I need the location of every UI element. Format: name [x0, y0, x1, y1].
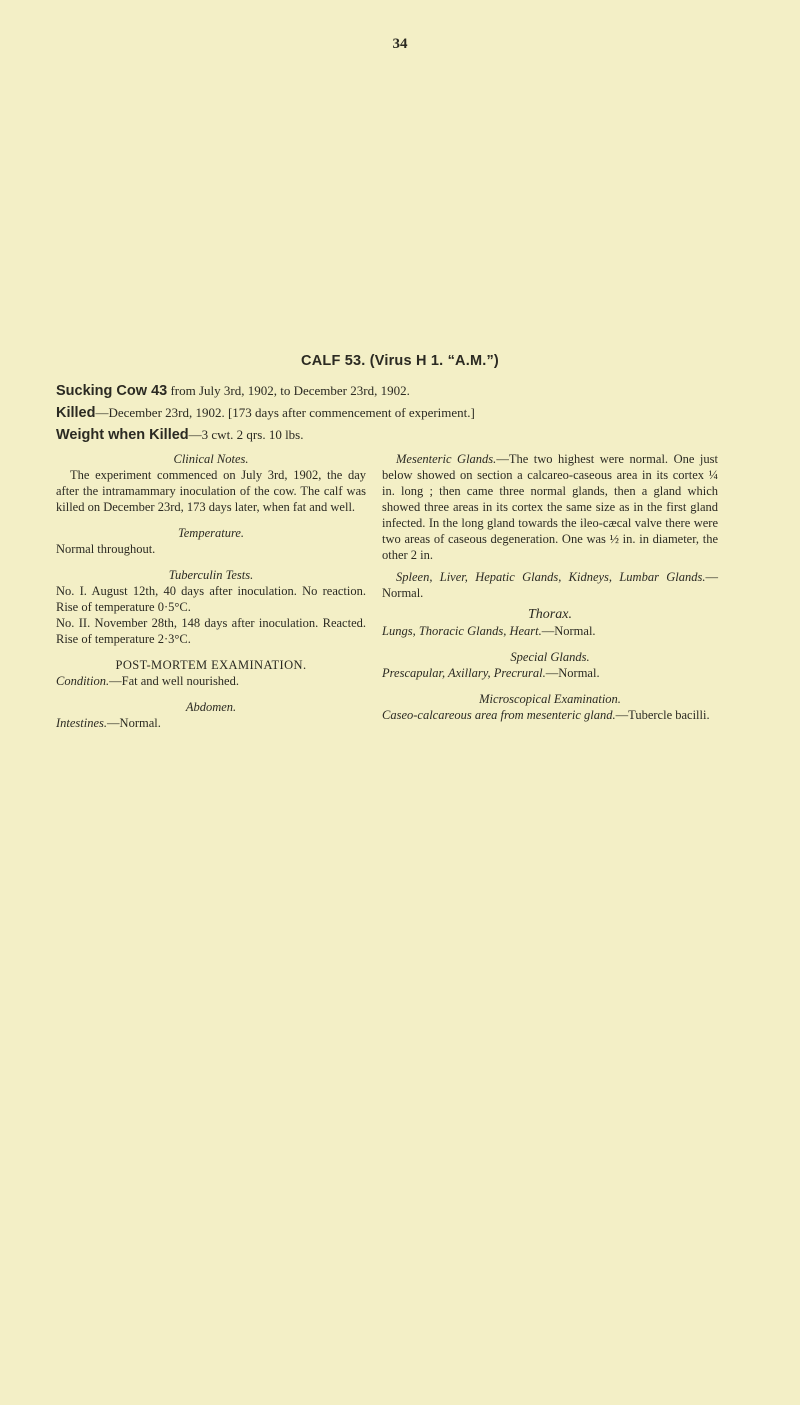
summary-line-source [56, 380, 756, 402]
lungs-entry [382, 623, 718, 639]
summary-source-text: from July 3rd, 1902, to December 23rd, 1902. [167, 383, 410, 398]
prescapular-entry [382, 665, 718, 681]
lungs-label: Lungs, Thoracic Glands, Heart. [382, 624, 542, 638]
clinical-notes-heading: Clinical Notes. [173, 452, 249, 466]
summary-weight-lead: Weight when Killed [56, 427, 189, 443]
special-glands-heading: Special Glands. [510, 650, 590, 664]
mesenteric-text: —The two highest were normal. One just below showed on section a calcareo-caseous area in its cortex ¼ in. long ; then came three normal glands, then a gland which showed three areas in its cortex the same size as in the first gland infected. In the long gland towards the ileo-cæcal valve there were two areas of caseous degeneration. One was ½ in. in diameter, the other 2 in. [382, 452, 718, 562]
lungs-text: —Normal. [541, 624, 596, 638]
right-column [382, 451, 718, 723]
temperature-heading: Temperature. [177, 526, 245, 540]
summary-killed-text: —December 23rd, 1902. [173 days after commencement of experiment.] [95, 405, 475, 420]
condition-text: —Fat and well nourished. [109, 674, 239, 688]
tuberculin-test-1: No. I. August 12th, 40 days after inoculation. No reaction. Rise of temperature 0·5°C. [56, 584, 366, 614]
left-column [56, 451, 366, 731]
abdomen-heading: Abdomen. [185, 700, 237, 714]
caseo-entry [382, 707, 718, 723]
clinical-notes-text: The experiment commenced on July 3rd, 1902, the day after the intramammary inoculation of the cow. The calf was killed on December 23rd, 173 days later, when fat and well. [56, 468, 366, 514]
condition-label: Condition. [56, 674, 110, 688]
intestines-label: Intestines. [56, 716, 108, 730]
intestines-entry [56, 715, 366, 731]
tuberculin-tests-heading: Tuberculin Tests. [168, 568, 254, 582]
summary-killed-lead: Killed [56, 405, 96, 421]
mesenteric-entry [382, 451, 718, 563]
prescapular-text: —Normal. [545, 666, 600, 680]
summary-line-weight [56, 424, 756, 446]
thorax-heading: Thorax. [528, 607, 572, 622]
caseo-label: Caseo-calcareous area from mesenteric gland. [382, 708, 616, 722]
case-summary [56, 380, 756, 446]
temperature-text: Normal throughout. [56, 542, 156, 556]
microscopical-heading: Microscopical Examination. [479, 692, 621, 706]
spleen-entry [382, 569, 718, 601]
post-mortem-heading: POST-MORTEM EXAMINATION. [115, 658, 307, 672]
mesenteric-label: Mesenteric Glands. [396, 452, 497, 466]
spleen-text: —Normal. [382, 570, 718, 600]
summary-line-killed [56, 402, 756, 424]
tuberculin-test-2: No. II. November 28th, 148 days after inoculation. Reacted. Rise of temperature 2·3°C. [56, 616, 366, 646]
summary-source-lead: Sucking Cow 43 [56, 383, 168, 399]
case-heading: CALF 53. (Virus H 1. “A.M.”) [301, 353, 499, 369]
prescapular-label: Prescapular, Axillary, Precrural. [382, 666, 546, 680]
caseo-text: —Tubercle bacilli. [615, 708, 710, 722]
condition-entry [56, 673, 366, 689]
summary-weight-text: —3 cwt. 2 qrs. 10 lbs. [188, 427, 304, 442]
intestines-text: —Normal. [107, 716, 161, 730]
page-number: 34 [392, 36, 408, 52]
spleen-label: Spleen, Liver, Hepatic Glands, Kidneys, Lumbar Glands. [396, 570, 706, 584]
